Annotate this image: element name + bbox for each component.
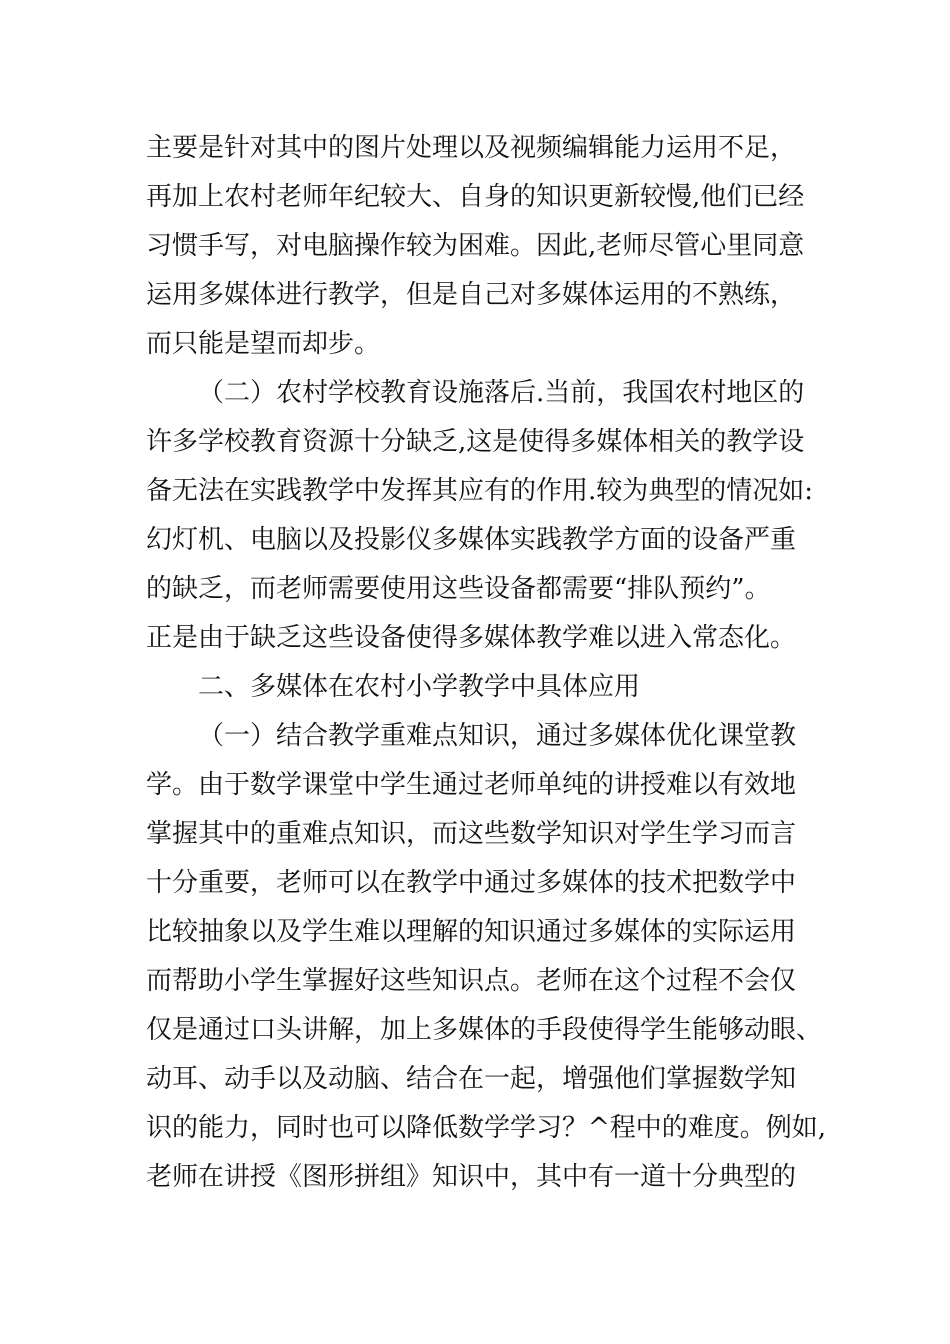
text-line: 学。由于数学课堂中学生通过老师单纯的讲授难以有效地: [146, 770, 797, 800]
section-heading-line: （二）农村学校教育设施落后.当前，我国农村地区的: [198, 378, 805, 408]
text-line: 习惯手写，对电脑操作较为困难。因此,老师尽管心里同意: [146, 231, 805, 261]
text-line: 幻灯机、电脑以及投影仪多媒体实践教学方面的设备严重: [146, 525, 797, 555]
text-line: 运用多媒体进行教学，但是自己对多媒体运用的不熟练，: [146, 280, 797, 310]
text-line: 主要是针对其中的图片处理以及视频编辑能力运用不足，: [146, 133, 797, 163]
document-text-body: [146, 124, 826, 1202]
text-line: 而只能是望而却步。: [146, 329, 381, 359]
text-line: 识的能力，同时也可以降低数学学习？^程中的难度。例如,: [146, 1113, 827, 1143]
text-line: 的缺乏，而老师需要使用这些设备都需要“排队预约”。: [146, 574, 771, 604]
section-heading-line: （一）结合教学重难点知识，通过多媒体优化课堂教: [198, 721, 797, 751]
text-line: 动耳、动手以及动脑、结合在一起，增强他们掌握数学知: [146, 1064, 797, 1094]
text-line: 老师在讲授《图形拼组》知识中，其中有一道十分典型的: [146, 1162, 797, 1192]
text-line: 十分重要，老师可以在教学中通过多媒体的技术把数学中: [146, 868, 797, 898]
text-line: 掌握其中的重难点知识，而这些数学知识对学生学习而言: [146, 819, 797, 849]
text-line: 仅是通过口头讲解，加上多媒体的手段使得学生能够动眼、: [146, 1015, 823, 1045]
section-heading-line: 二、多媒体在农村小学教学中具体应用: [198, 672, 641, 702]
text-line: 而帮助小学生掌握好这些知识点。老师在这个过程不会仅: [146, 966, 797, 996]
text-line: 正是由于缺乏这些设备使得多媒体教学难以进入常态化。: [146, 623, 797, 653]
text-line: 比较抽象以及学生难以理解的知识通过多媒体的实际运用: [146, 917, 797, 947]
text-line: 再加上农村老师年纪较大、自身的知识更新较慢,他们已经: [146, 182, 805, 212]
text-line: 许多学校教育资源十分缺乏,这是使得多媒体相关的教学设: [146, 427, 805, 457]
text-line: 备无法在实践教学中发挥其应有的作用.较为典型的情况如:: [146, 476, 814, 506]
